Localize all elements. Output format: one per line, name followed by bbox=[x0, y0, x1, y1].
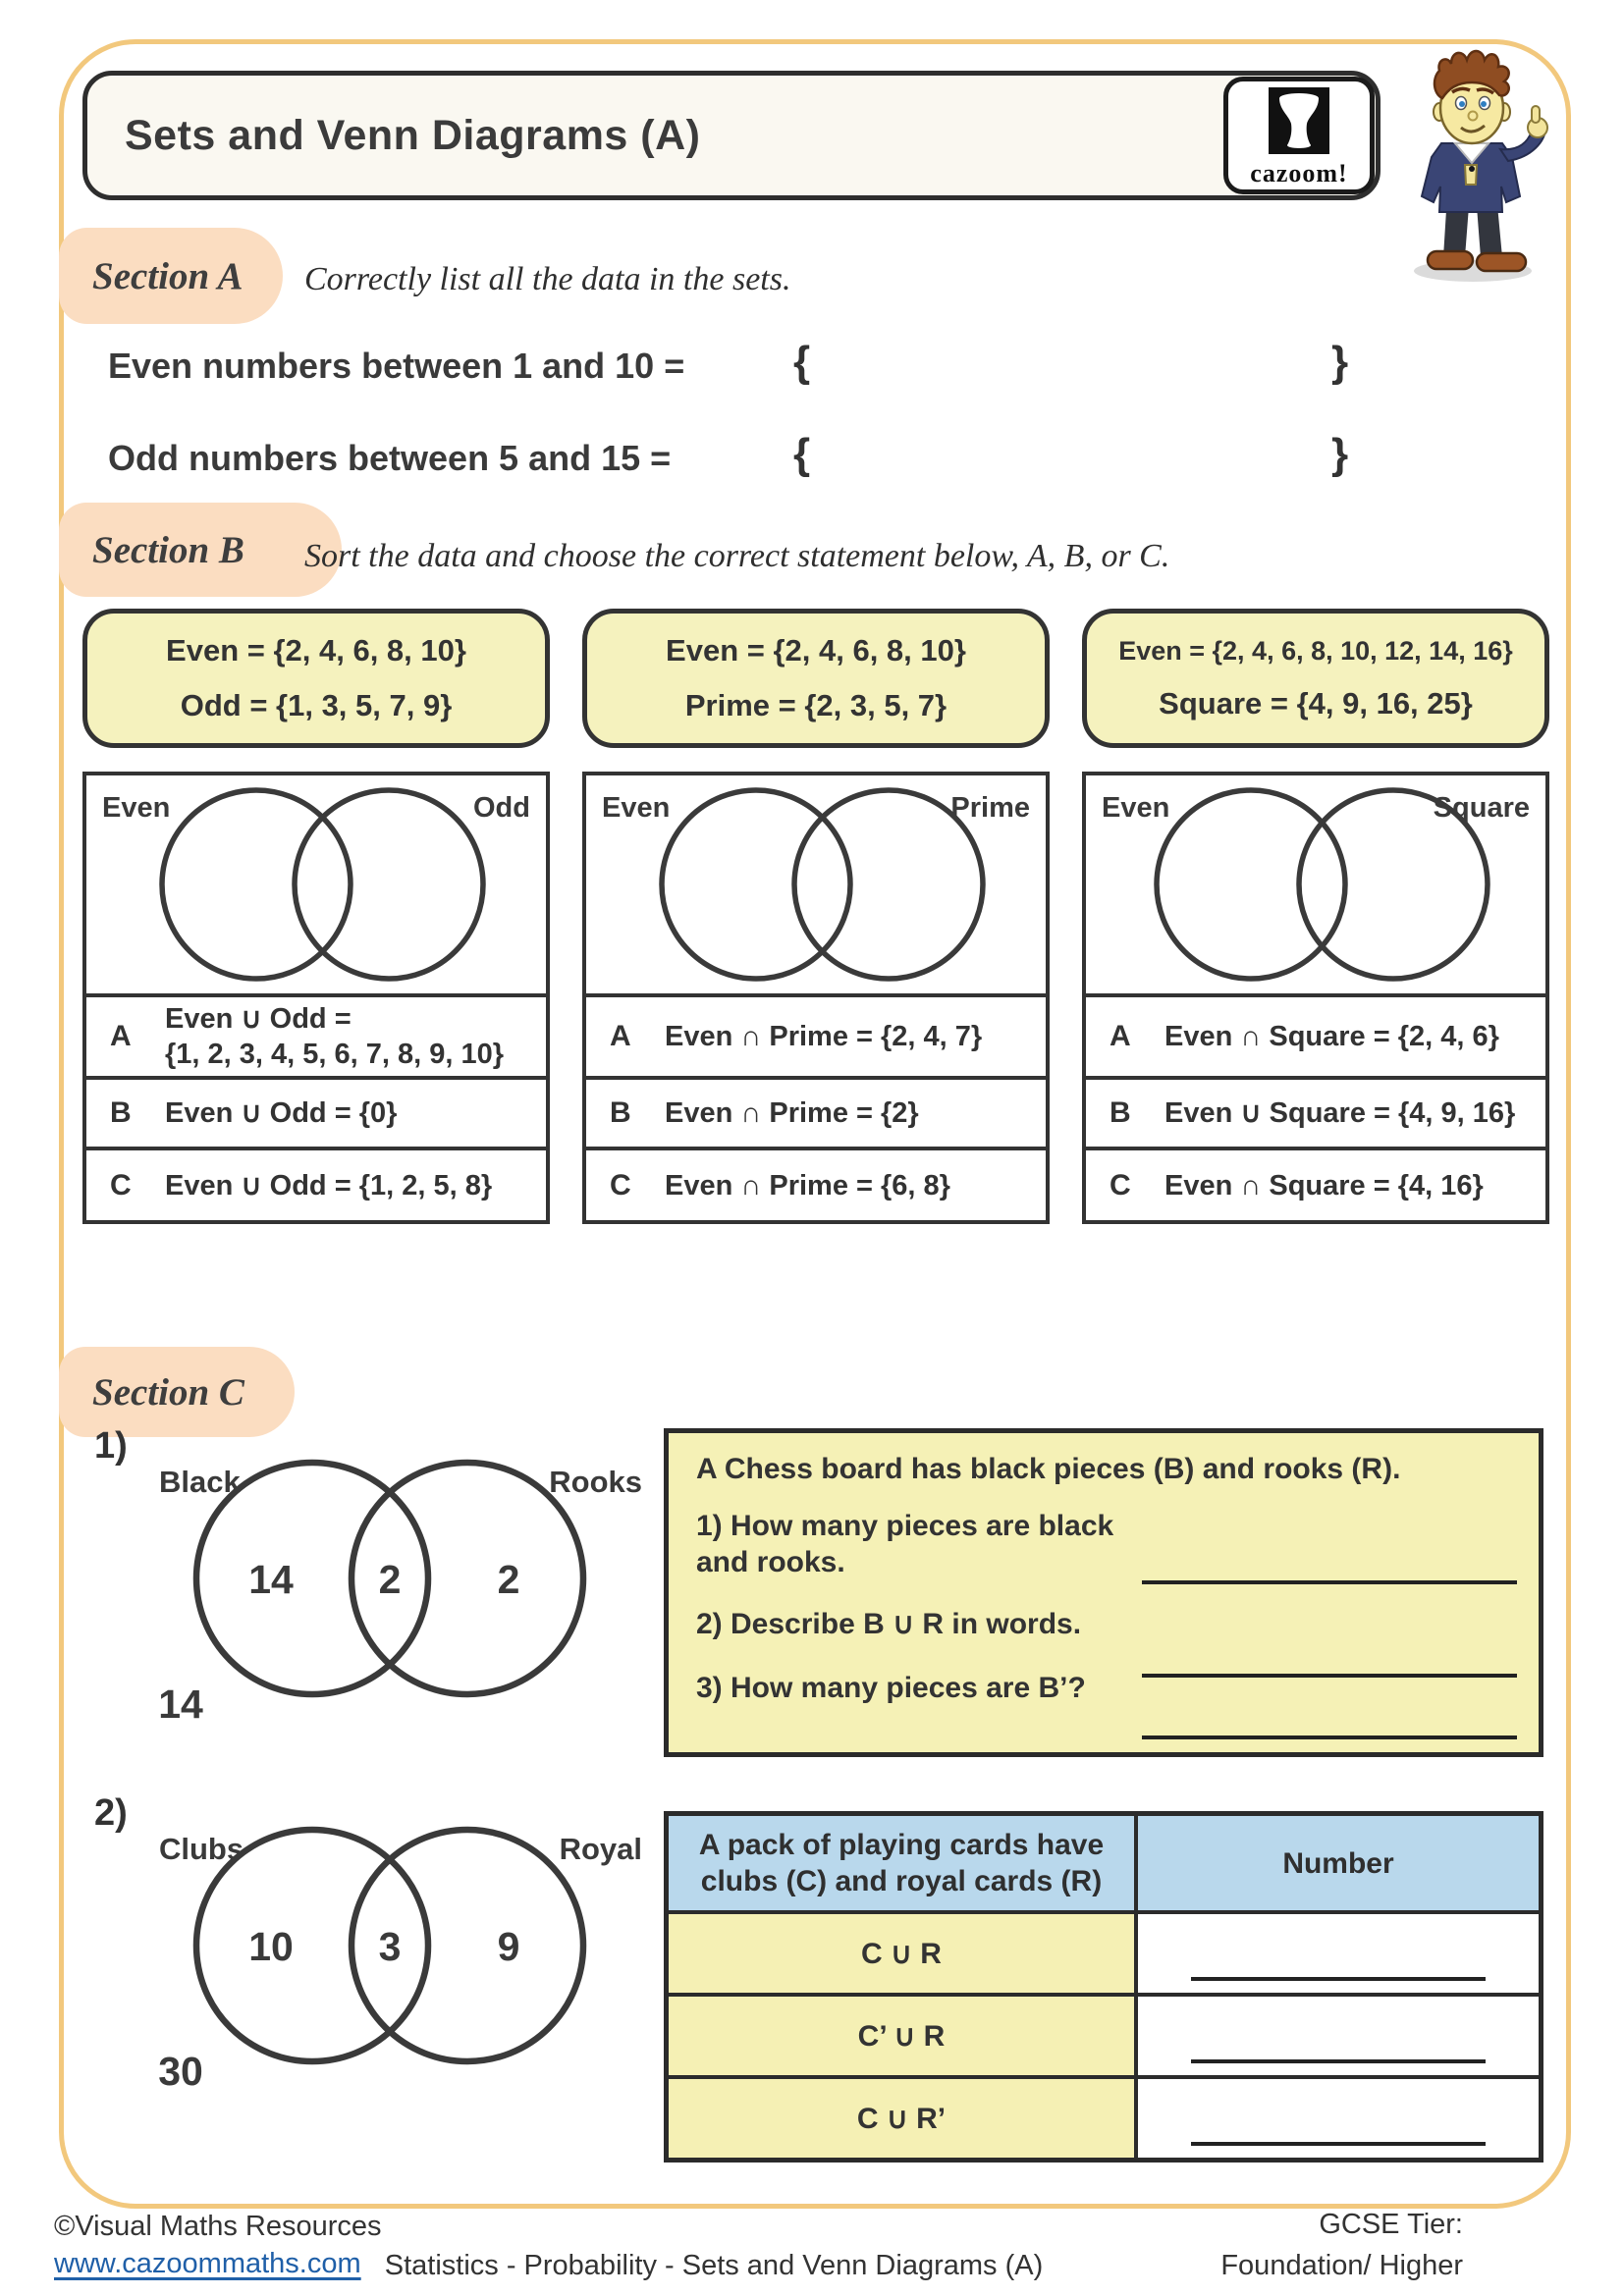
venn-right-label: Rooks bbox=[549, 1465, 642, 1499]
option-row-a[interactable] bbox=[1086, 993, 1545, 1076]
set-line: Square = {4, 9, 16, 25} bbox=[1159, 685, 1473, 721]
option-key: A bbox=[1110, 1020, 1131, 1052]
chess-question-1: 1) How many pieces are black and rooks. bbox=[696, 1510, 1114, 1578]
option-row-b[interactable] bbox=[86, 1076, 546, 1147]
mascot-illustration bbox=[1382, 47, 1565, 289]
venn-left-label: Black bbox=[159, 1465, 241, 1499]
venn-options-box bbox=[1082, 772, 1549, 1224]
option-text: Even ∪ Odd = {1, 2, 3, 4, 5, 6, 7, 8, 9, 10} bbox=[165, 1003, 505, 1070]
intersection-value: 2 bbox=[378, 1557, 402, 1602]
column-even-odd bbox=[82, 609, 550, 1224]
venn-options-box bbox=[82, 772, 550, 1224]
gcse-tier-label: GCSE Tier: bbox=[1319, 2209, 1463, 2240]
answer-line-2 bbox=[1142, 1674, 1517, 1678]
venn-right-circle bbox=[295, 790, 483, 979]
left-only-value: 14 bbox=[248, 1557, 294, 1602]
section-a-tag bbox=[59, 228, 283, 324]
table-header-number: Number bbox=[1138, 1816, 1539, 1910]
answer-line-1 bbox=[1142, 1580, 1517, 1584]
outside-value: 14 bbox=[158, 1682, 203, 1727]
logo-wordmark: cazoom! bbox=[1250, 158, 1348, 187]
question-2-number: 2) bbox=[94, 1792, 128, 1834]
section-b-instruction: Sort the data and choose the correct statement below, A, B, or C. bbox=[304, 538, 1170, 574]
venn-right-circle bbox=[1299, 790, 1488, 979]
venn-right-label: Odd bbox=[473, 792, 530, 824]
chess-question-box bbox=[664, 1428, 1543, 1757]
table-row-label: C’ ∪ R bbox=[669, 1997, 1134, 2075]
table-row-label: C ∪ R’ bbox=[669, 2079, 1134, 2158]
set-definition-box bbox=[82, 609, 550, 748]
option-row-b[interactable] bbox=[1086, 1076, 1545, 1147]
section-b-columns bbox=[82, 609, 1549, 1224]
section-a-label: Section A bbox=[92, 254, 244, 297]
venn-diagram bbox=[1086, 775, 1545, 993]
option-row-a[interactable] bbox=[586, 993, 1046, 1076]
option-text: Even ∩ Prime = {6, 8} bbox=[665, 1169, 950, 1201]
venn-diagram bbox=[586, 775, 1046, 993]
venn-diagram bbox=[86, 775, 546, 993]
option-key: C bbox=[610, 1168, 631, 1201]
venn-options-box bbox=[582, 772, 1050, 1224]
option-key: B bbox=[110, 1096, 132, 1129]
venn-black-rooks bbox=[124, 1451, 677, 1730]
left-only-value: 10 bbox=[248, 1924, 294, 1969]
section-c-tag bbox=[59, 1347, 295, 1437]
option-key: C bbox=[110, 1168, 132, 1201]
outside-value: 30 bbox=[158, 2049, 203, 2094]
section-a-instruction: Correctly list all the data in the sets. bbox=[304, 261, 791, 297]
website-link[interactable]: www.cazoommaths.com bbox=[54, 2248, 361, 2279]
drum-icon bbox=[1269, 87, 1329, 158]
question-even-label: Even numbers between 1 and 10 = bbox=[108, 346, 685, 386]
venn-right-label: Royal bbox=[559, 1832, 642, 1866]
copyright-text: ©Visual Maths Resources bbox=[54, 2211, 382, 2242]
column-even-square bbox=[1082, 609, 1549, 1224]
set-line: Even = {2, 4, 6, 8, 10} bbox=[166, 633, 466, 667]
set-line: Even = {2, 4, 6, 8, 10} bbox=[666, 633, 966, 667]
venn-right-circle bbox=[794, 790, 983, 979]
option-text: Even ∪ Odd = {0} bbox=[165, 1097, 398, 1129]
worksheet-breadcrumb: Statistics - Probability - Sets and Venn Diagrams (A) bbox=[384, 2250, 1044, 2281]
right-only-value: 9 bbox=[497, 1924, 520, 1969]
set-line: Prime = {2, 3, 5, 7} bbox=[684, 688, 947, 722]
option-text: Even ∩ Square = {2, 4, 6} bbox=[1164, 1021, 1499, 1052]
venn-left-label: Even bbox=[602, 792, 671, 824]
answer-line-3 bbox=[1142, 1735, 1517, 1739]
page-title: Sets and Venn Diagrams (A) bbox=[125, 111, 701, 159]
table-row-label: C ∪ R bbox=[669, 1914, 1134, 1993]
set-line: Even = {2, 4, 6, 8, 10, 12, 14, 16} bbox=[1118, 635, 1513, 666]
question-1-number: 1) bbox=[94, 1425, 128, 1467]
chess-question-2: 2) Describe B ∪ R in words. bbox=[696, 1608, 1082, 1640]
close-brace-2: } bbox=[1331, 430, 1349, 478]
option-row-c[interactable] bbox=[86, 1147, 546, 1220]
option-text: Even ∩ Prime = {2, 4, 7} bbox=[665, 1021, 983, 1052]
open-brace-2: { bbox=[793, 430, 811, 478]
venn-left-circle bbox=[1157, 790, 1345, 979]
header bbox=[82, 71, 1380, 200]
table-header-left: A pack of playing cards have clubs (C) and royal cards (R) bbox=[669, 1816, 1134, 1910]
section-b-tag bbox=[59, 503, 342, 597]
option-text: Even ∩ Square = {4, 16} bbox=[1164, 1169, 1484, 1201]
column-even-prime bbox=[582, 609, 1050, 1224]
option-key: B bbox=[610, 1096, 631, 1129]
option-key: B bbox=[1110, 1096, 1131, 1129]
answer-line bbox=[1191, 2059, 1486, 2063]
table-row-answer bbox=[1138, 1997, 1539, 2075]
chess-intro: A Chess board has black pieces (B) and rooks (R). bbox=[696, 1453, 1401, 1485]
question-odd-label: Odd numbers between 5 and 15 = bbox=[108, 438, 672, 478]
venn-left-label: Even bbox=[102, 792, 171, 824]
set-definition-box bbox=[582, 609, 1050, 748]
right-only-value: 2 bbox=[497, 1557, 520, 1602]
venn-right-label: Square bbox=[1433, 792, 1530, 824]
option-key: A bbox=[610, 1020, 631, 1052]
set-line: Odd = {1, 3, 5, 7, 9} bbox=[180, 688, 453, 722]
answer-line bbox=[1191, 1977, 1486, 1981]
option-row-c[interactable] bbox=[1086, 1147, 1545, 1220]
open-brace-1: { bbox=[793, 338, 811, 386]
cards-table bbox=[664, 1811, 1543, 2163]
venn-right-label: Prime bbox=[950, 792, 1030, 824]
option-row-c[interactable] bbox=[586, 1147, 1046, 1220]
option-text: Even ∩ Prime = {2} bbox=[665, 1097, 919, 1129]
option-key: C bbox=[1110, 1168, 1131, 1201]
option-text: Even ∪ Square = {4, 9, 16} bbox=[1164, 1097, 1516, 1129]
option-row-a[interactable] bbox=[86, 993, 546, 1076]
chess-question-3: 3) How many pieces are B’? bbox=[696, 1672, 1086, 1704]
venn-clubs-royal bbox=[124, 1818, 677, 2097]
table-row-answer bbox=[1138, 1914, 1539, 1993]
cazoom-logo bbox=[1223, 77, 1375, 194]
option-text: Even ∪ Odd = {1, 2, 5, 8} bbox=[165, 1169, 493, 1201]
section-c-label: Section C bbox=[92, 1370, 244, 1414]
answer-line bbox=[1191, 2142, 1486, 2146]
venn-left-label: Even bbox=[1102, 792, 1170, 824]
section-b-label: Section B bbox=[92, 528, 244, 571]
set-definition-box bbox=[1082, 609, 1549, 748]
intersection-value: 3 bbox=[378, 1924, 402, 1969]
table-row-answer bbox=[1138, 2079, 1539, 2158]
gcse-tier-value: Foundation/ Higher bbox=[1220, 2250, 1463, 2281]
option-row-b[interactable] bbox=[586, 1076, 1046, 1147]
venn-left-label: Clubs bbox=[159, 1832, 244, 1866]
close-brace-1: } bbox=[1331, 338, 1349, 386]
option-key: A bbox=[110, 1020, 132, 1052]
